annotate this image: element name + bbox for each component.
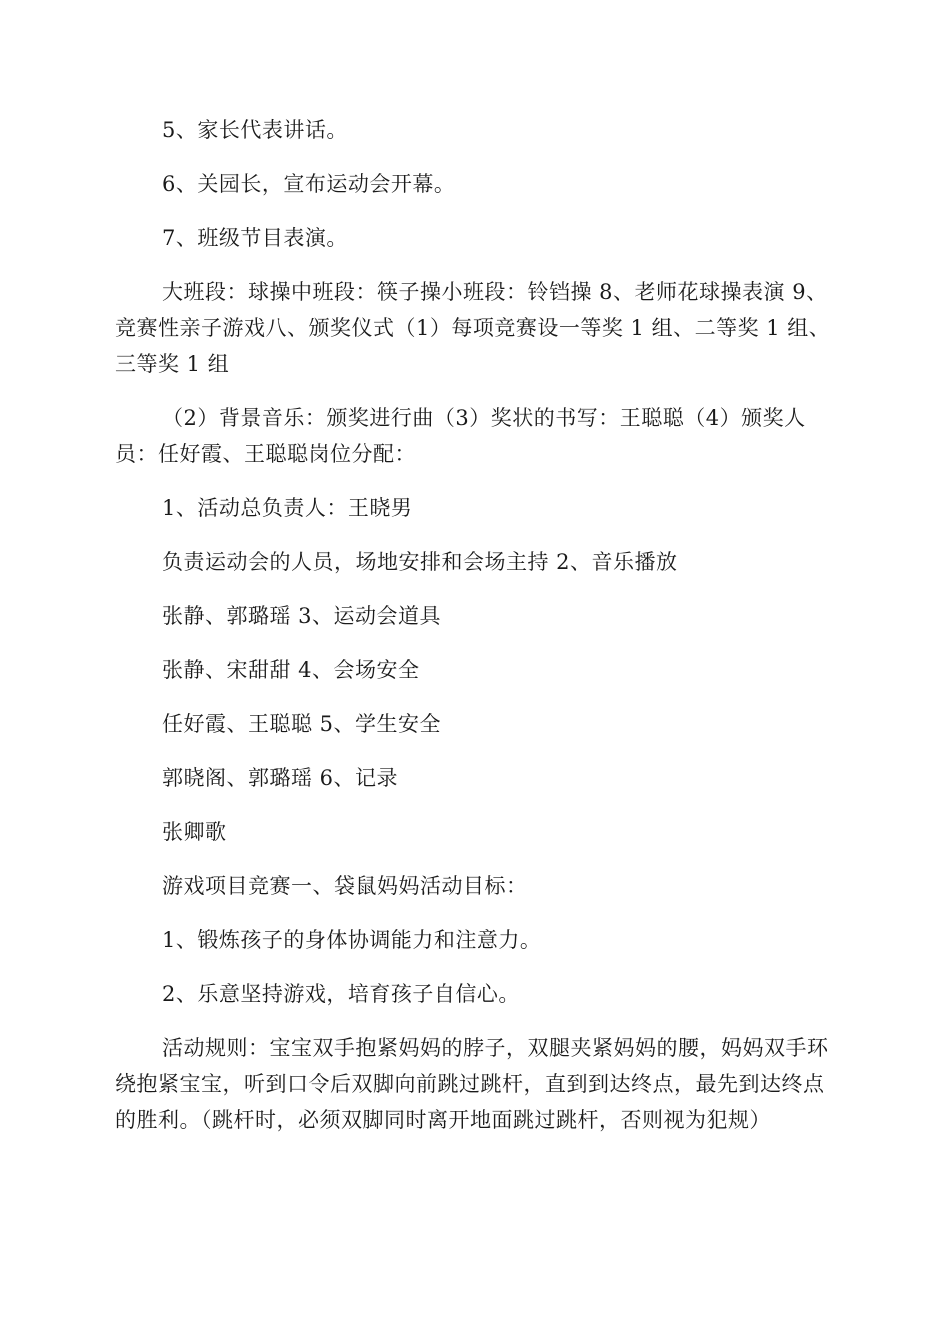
document-body — [115, 112, 835, 1138]
paragraph: （2）背景音乐：颁奖进行曲（3）奖状的书写：王聪聪（4）颁奖人员：任好霞、王聪聪岗位分配： — [115, 406, 806, 466]
paragraph: 2、乐意坚持游戏，培育孩子自信心。 — [162, 982, 520, 1006]
paragraph: 张静、郭璐瑶 3、运动会道具 — [162, 604, 442, 628]
paragraph: 5、家长代表讲话。 — [162, 118, 348, 142]
paragraph: 1、活动总负责人：王晓男 — [162, 496, 413, 520]
paragraph: 7、班级节目表演。 — [162, 226, 348, 250]
paragraph: 大班段：球操中班段：筷子操小班段：铃铛操 8、老师花球操表演 9、竞赛性亲子游戏八、颁奖仪式（1）每项竞赛设一等奖 1 组、二等奖 1 组、三等奖 1 组 — [115, 280, 831, 376]
paragraph: 负责运动会的人员，场地安排和会场主持 2、音乐播放 — [162, 550, 678, 574]
paragraph: 活动规则：宝宝双手抱紧妈妈的脖子，双腿夹紧妈妈的腰，妈妈双手环绕抱紧宝宝，听到口令后双脚向前跳过跳杆，直到到达终点，最先到达终点的胜利。（跳杆时，必须双脚同时离开地面跳过跳杆，否则视为犯规） — [115, 1036, 829, 1132]
paragraph: 张卿歌 — [162, 820, 227, 844]
paragraph: 游戏项目竞赛一、袋鼠妈妈活动目标： — [162, 874, 528, 898]
paragraph: 任好霞、王聪聪 5、学生安全 — [162, 712, 442, 736]
paragraph: 郭晓阁、郭璐瑶 6、记录 — [162, 766, 399, 790]
paragraph: 张静、宋甜甜 4、会场安全 — [162, 658, 420, 682]
paragraph: 6、关园长，宣布运动会开幕。 — [162, 172, 456, 196]
paragraph: 1、锻炼孩子的身体协调能力和注意力。 — [162, 928, 542, 952]
